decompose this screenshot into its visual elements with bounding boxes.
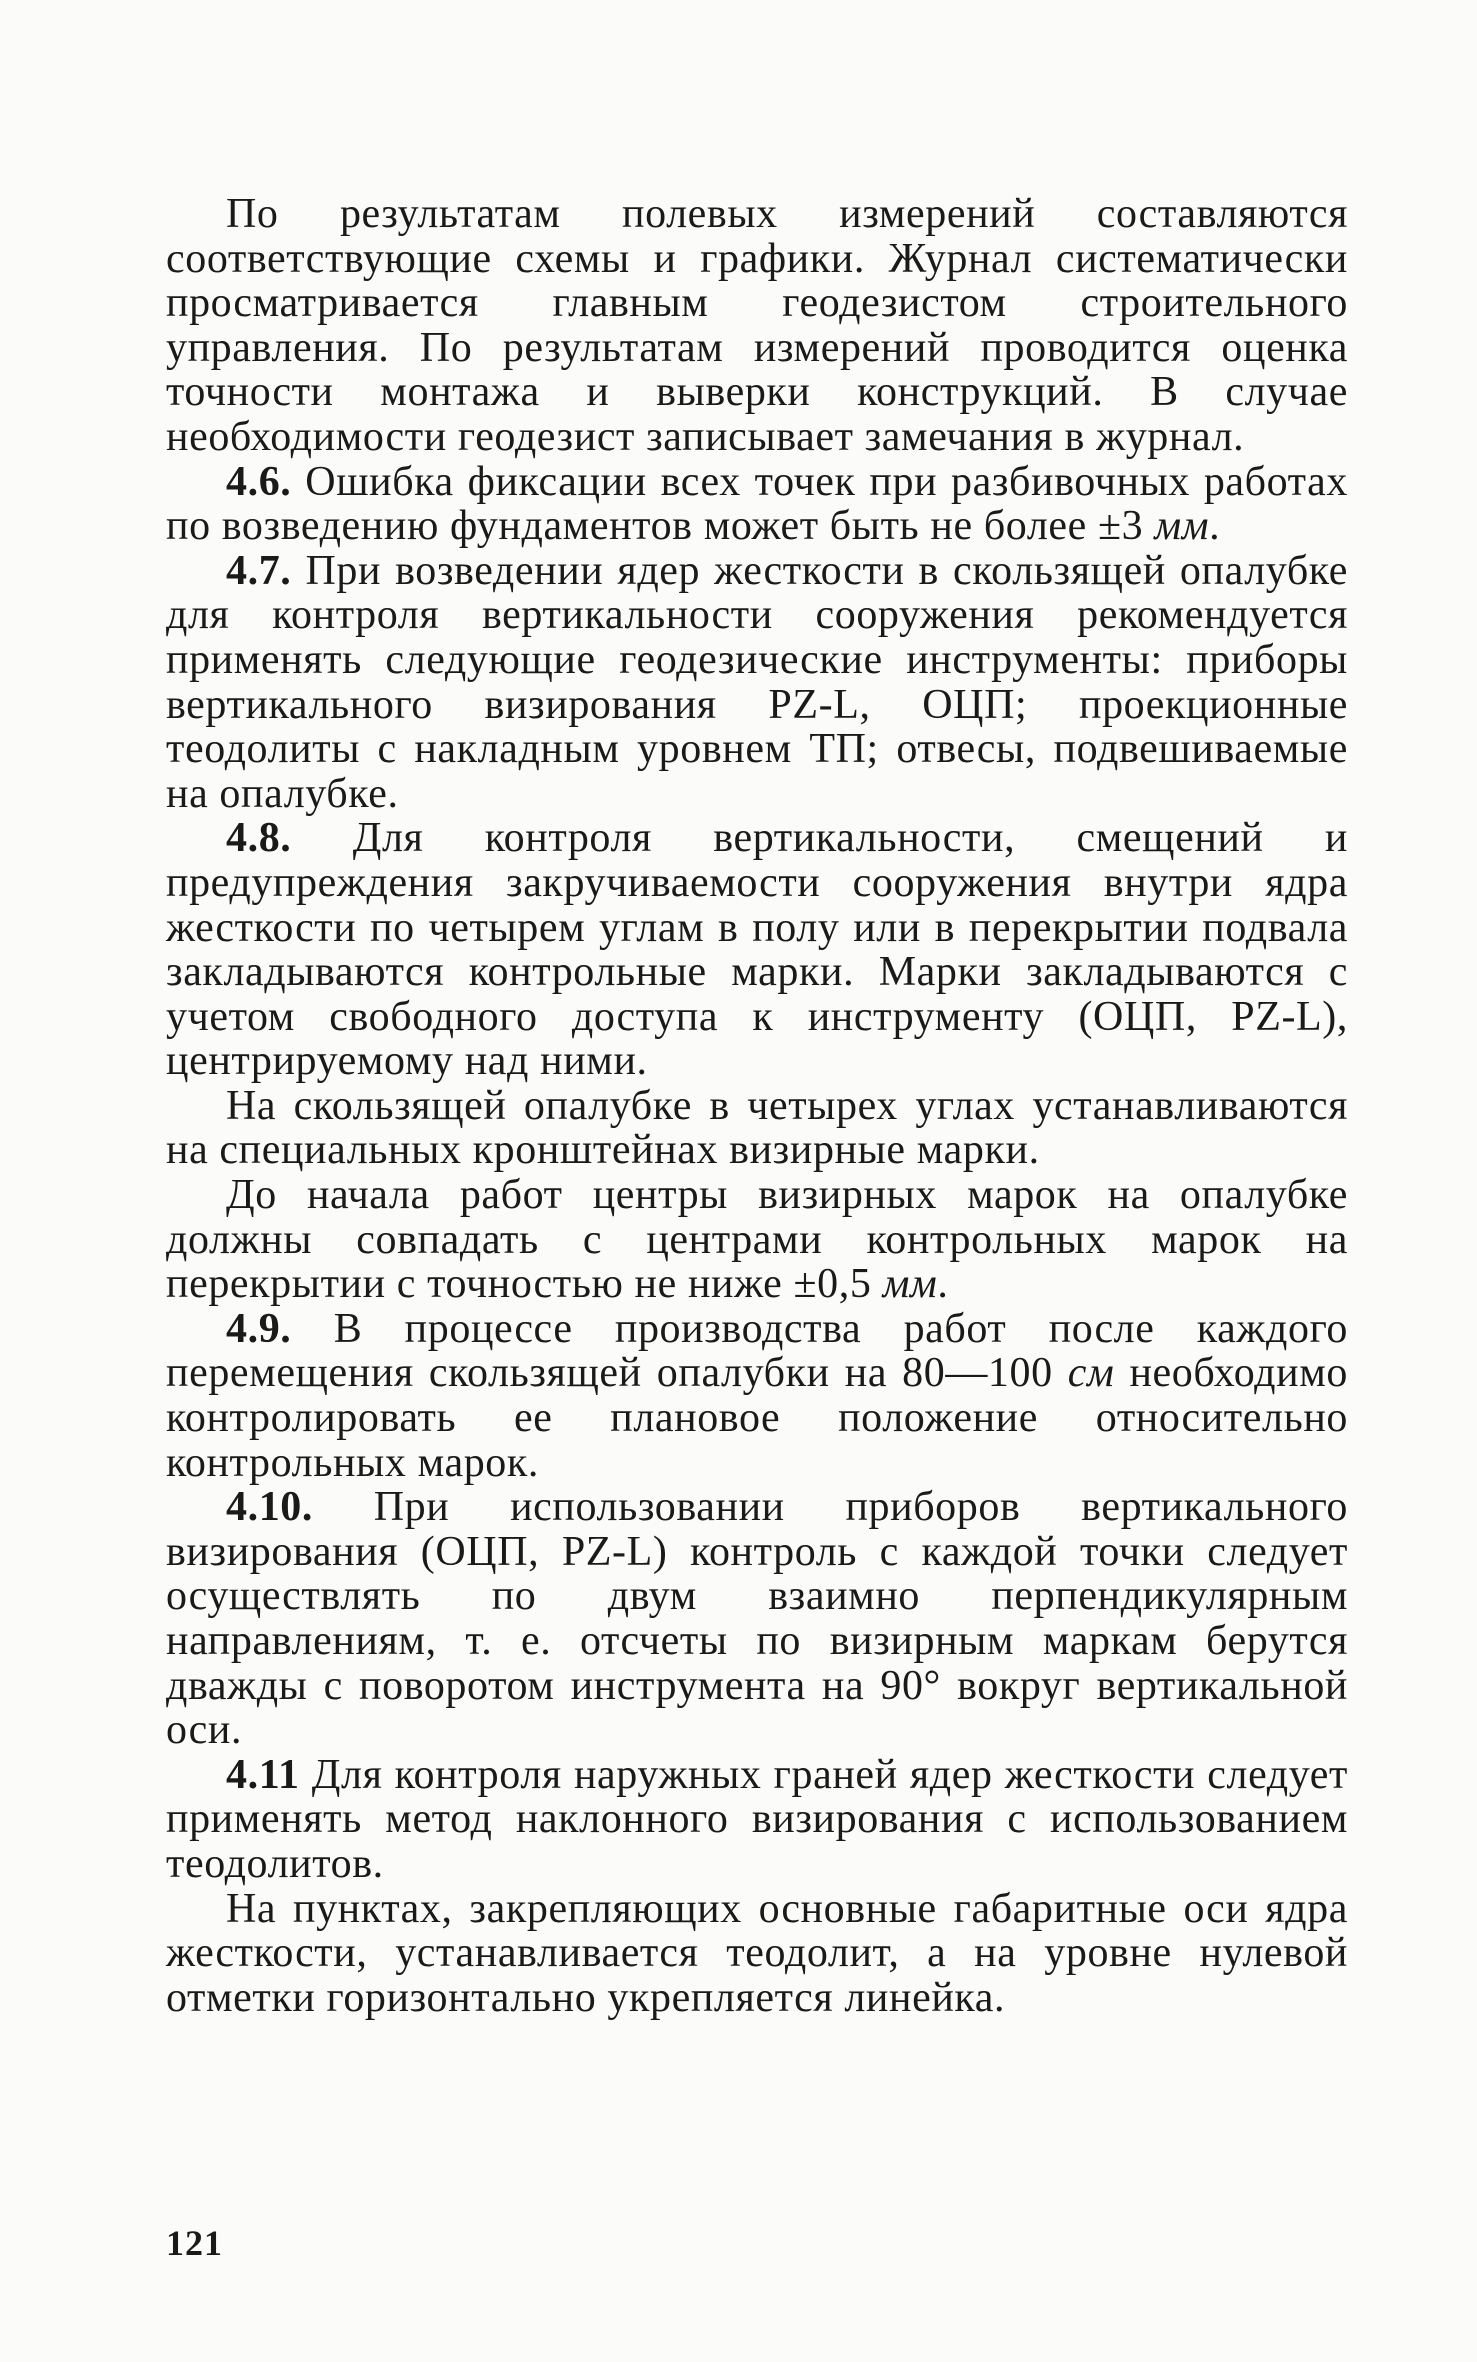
paragraph-4-8 [166, 816, 1348, 1084]
paragraph-text: На скользящей опалубке в четырех углах устанавливаются на специальных кронштейнах визирные марки. [166, 1082, 1348, 1174]
unit-text: мм [882, 1261, 938, 1308]
paragraph-text: По результатам полевых измерений составляются соответствующие схемы и графики. Журнал систематически просматривается главным геодезистом строительного управления. По результатам измерений проводится оценка точности монтажа и выверки конструкций. В случае необходимости геодезист записывает замечания в журнал. [166, 191, 1348, 460]
paragraph-text: При возведении ядер жесткости в скользящей опалубке для контроля вертикальности сооружения рекомендуется применять следующие геодезические инструменты: приборы вертикального визирования PZ-L, ОЦП; проекционные теодолиты с накладным уровнем ТП; отвесы, подвешиваемые на опалубке. [166, 547, 1348, 817]
paragraph-text-end: . [1209, 503, 1221, 550]
paragraph-text: До начала работ центры визирных марок на опалубке должны совпадать с центрами контрольных марок на перекрытии с точностью не ниже ±0,5 [166, 1172, 1348, 1308]
section-number: 4.10. [226, 1484, 313, 1531]
section-number: 4.8. [226, 815, 292, 862]
paragraph-theodolite [166, 1887, 1348, 2021]
paragraph-4-7 [166, 549, 1348, 817]
section-number: 4.6. [226, 458, 292, 505]
paragraph-text: В процессе производства работ после каждого перемещения скользящей опалубки на 80—100 [166, 1305, 1348, 1397]
paragraph-text: На пунктах, закрепляющих основные габаритные оси ядра жесткости, устанавливается теодолит, а на уровне нулевой отметки горизонтально укрепляется линейка. [166, 1885, 1348, 2021]
paragraph-text: Для контроля наружных граней ядер жесткости следует применять метод наклонного визирования с использованием теодолитов. [166, 1751, 1348, 1887]
paragraph-sighting-marks [166, 1084, 1348, 1173]
page-number: 121 [166, 2223, 223, 2263]
paragraph-4-6 [166, 460, 1348, 549]
paragraph-text: Для контроля вертикальности, смещений и предупреждения закручиваемости сооружения внутри ядра жесткости по четырем углам в полу или в перекрытии подвала закладываются контрольные марки. Марки закладываются с учетом свободного доступа к инструменту (ОЦП, PZ-L), центрируемому над ними. [166, 815, 1348, 1085]
unit-text: см [1067, 1350, 1115, 1397]
paragraph-text-end: . [937, 1261, 949, 1308]
section-number: 4.11 [226, 1751, 300, 1798]
paragraph-text-end: необходимо контролировать ее плановое положение относительно контрольных марок. [166, 1350, 1348, 1486]
paragraph-intro [166, 192, 1348, 460]
paragraph-4-10 [166, 1485, 1348, 1753]
unit-text: мм [1154, 503, 1210, 550]
paragraph-text: При использовании приборов вертикального визирования (ОЦП, PZ-L) контроль с каждой точки следует осуществлять по двум взаимно перпендикулярным направлениям, т. е. отсчеты по визирным маркам берутся дважды с поворотом инструмента на 90° вокруг вертикальной оси. [166, 1484, 1348, 1754]
section-number: 4.9. [226, 1305, 292, 1352]
paragraph-text: Ошибка фиксации всех точек при разбивочных работах по возведению фундаментов может быть не более ±3 [166, 458, 1348, 550]
body-text [166, 192, 1348, 2020]
paragraph-4-9 [166, 1307, 1348, 1485]
paragraph-mark-alignment [166, 1173, 1348, 1307]
paragraph-4-11 [166, 1753, 1348, 1887]
section-number: 4.7. [226, 547, 292, 594]
